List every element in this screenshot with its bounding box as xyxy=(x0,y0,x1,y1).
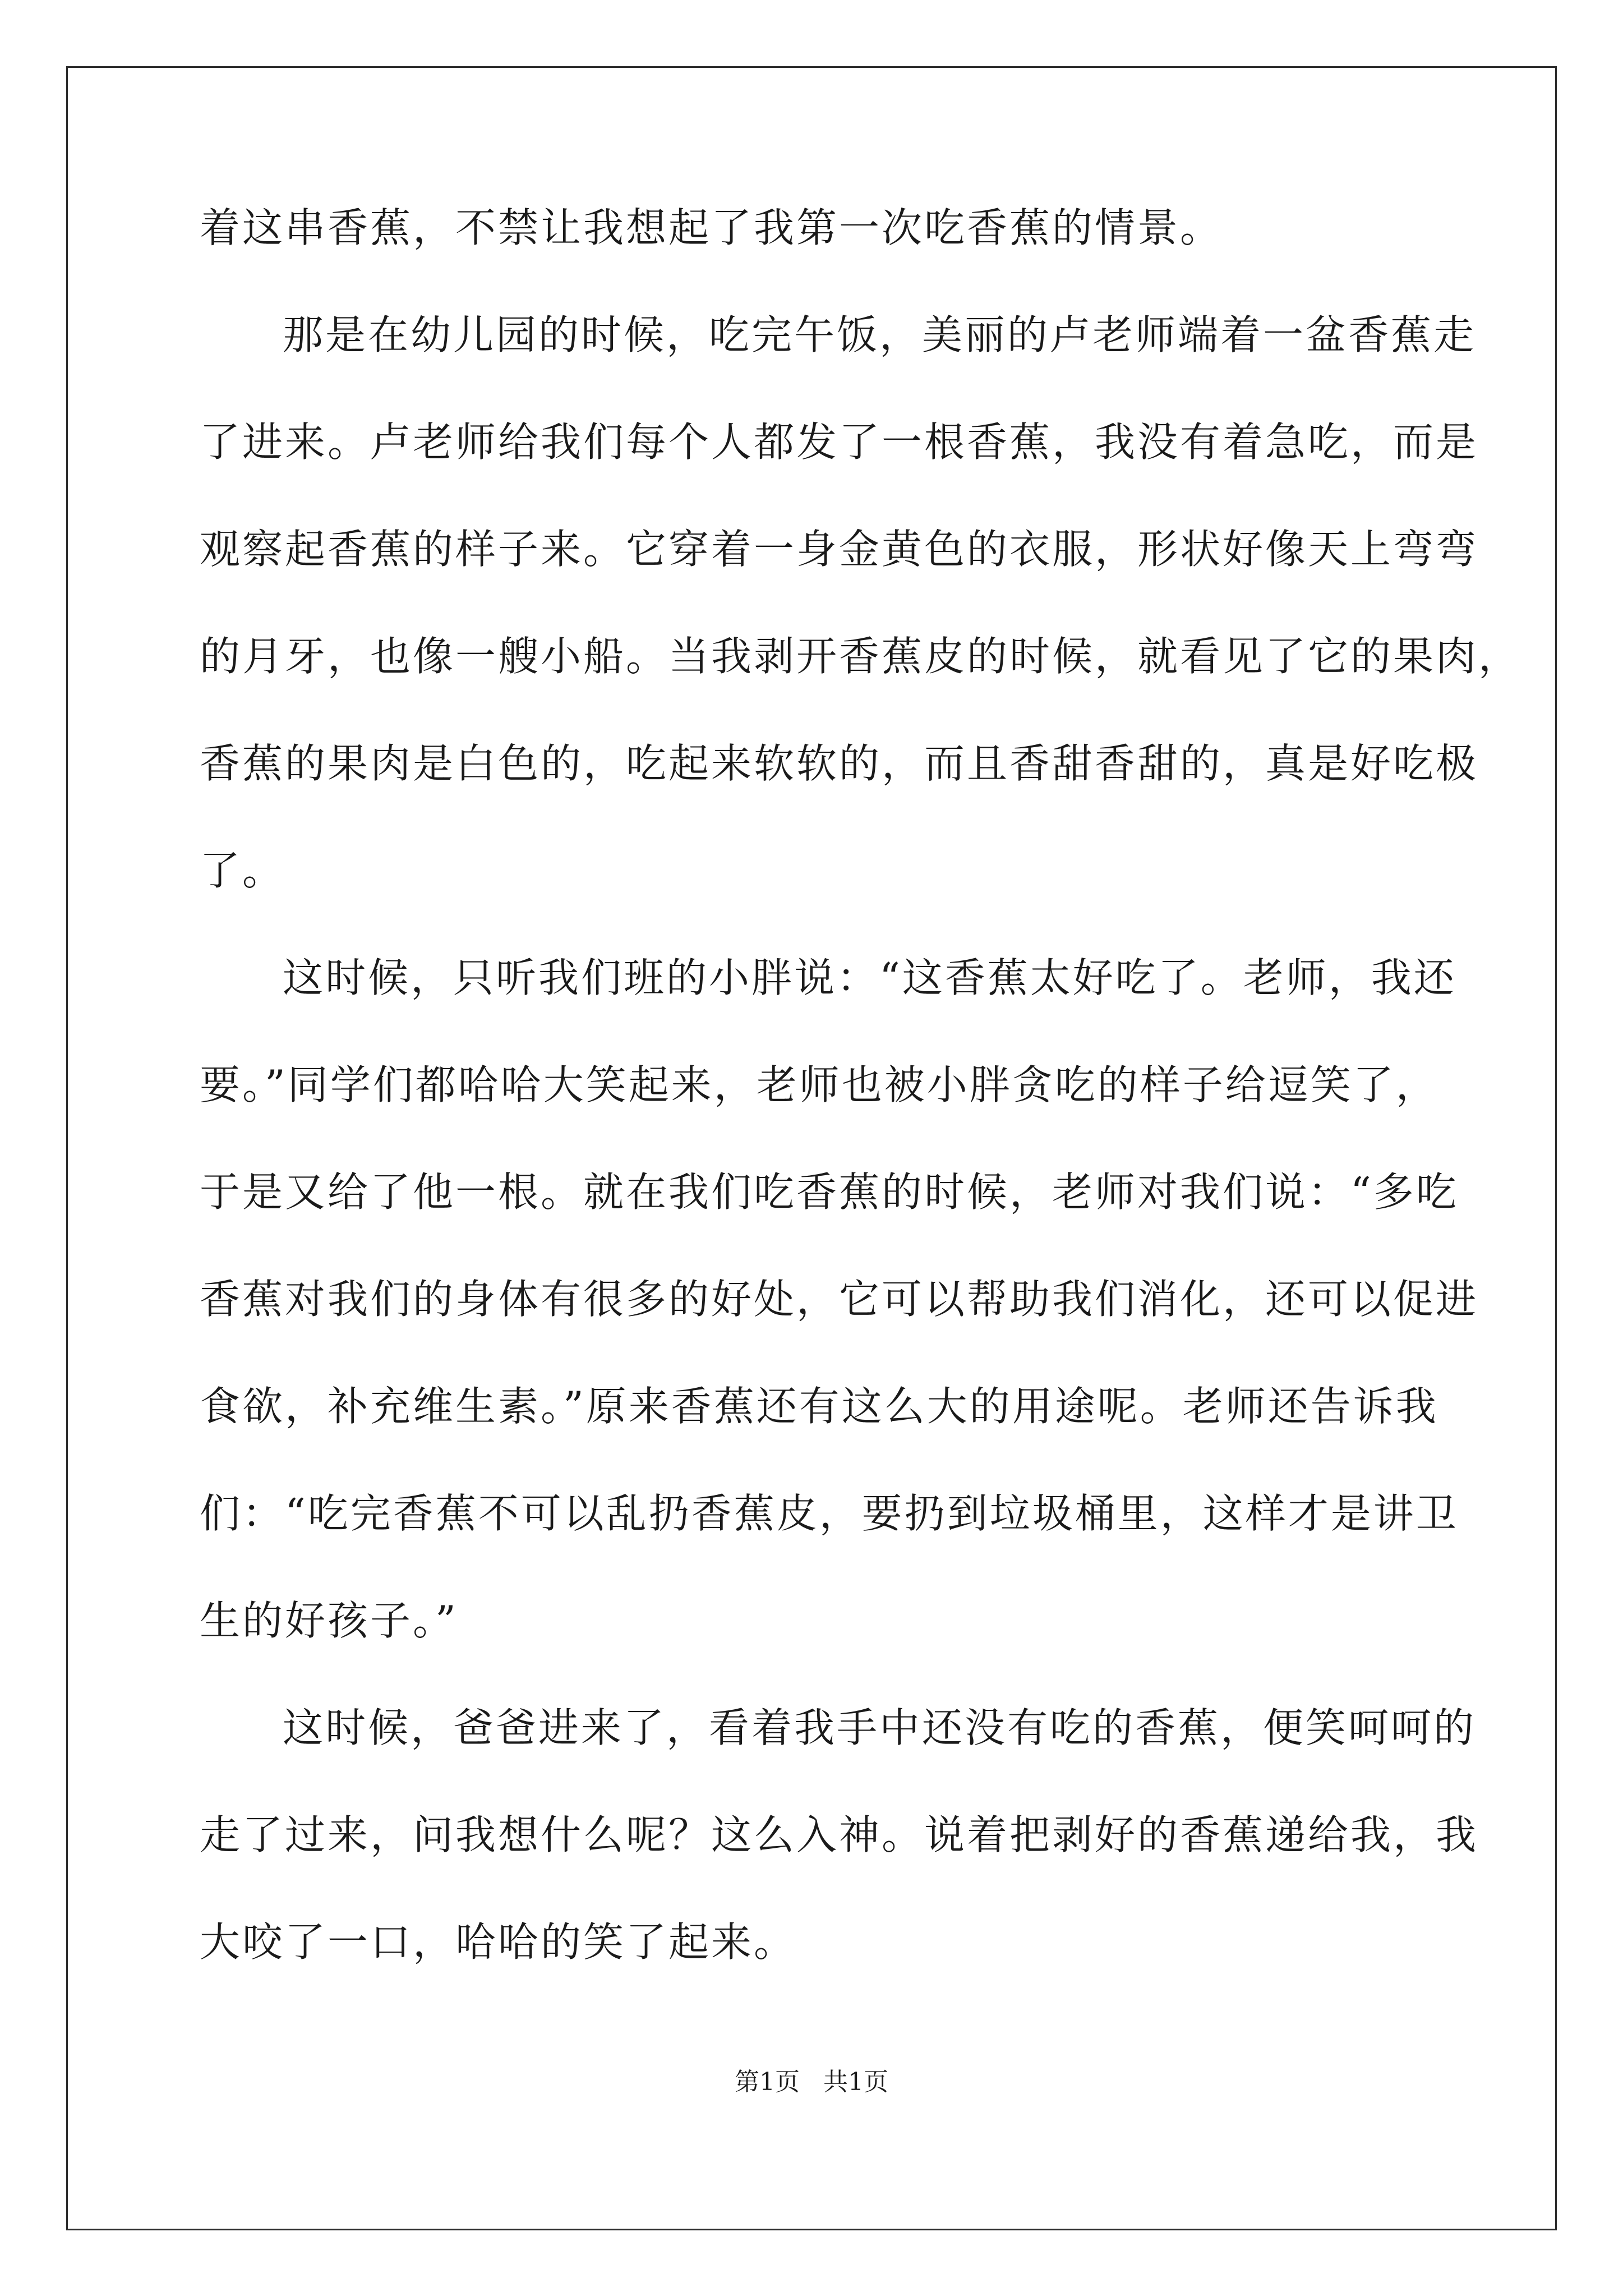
text-line: 了进来。卢老师给我们每个人都发了一根香蕉，我没有着急吃，而是 xyxy=(200,418,1479,466)
text-line: 观察起香蕉的样子来。它穿着一身金黄色的衣服，形状好像天上弯弯 xyxy=(200,526,1479,573)
text-line: 们：“吃完香蕉不可以乱扔香蕉皮，要扔到垃圾桶里，这样才是讲卫 xyxy=(200,1490,1459,1537)
text-line: 了。 xyxy=(200,847,285,894)
page-number-footer: 第1页 共1页 xyxy=(735,2068,888,2096)
text-line: 这时候，只听我们班的小胖说：“这香蕉太好吃了。老师，我还 xyxy=(283,954,1456,1001)
text-line: 香蕉对我们的身体有很多的好处，它可以帮助我们消化，还可以促进 xyxy=(200,1276,1479,1323)
text-line: 于是又给了他一根。就在我们吃香蕉的时候，老师对我们说：“多吃 xyxy=(200,1168,1459,1216)
text-line: 生的好孩子。” xyxy=(200,1597,458,1644)
text-line: 那是在幼儿园的时候，吃完午饭，美丽的卢老师端着一盆香蕉走 xyxy=(283,311,1477,358)
text-line: 这时候，爸爸进来了，看着我手中还没有吃的香蕉，便笑呵呵的 xyxy=(283,1704,1477,1751)
document-body xyxy=(200,204,1521,2029)
text-line: 走了过来，问我想什么呢？这么入神。说着把剥好的香蕉递给我，我 xyxy=(200,1811,1479,1858)
text-line: 香蕉的果肉是白色的，吃起来软软的，而且香甜香甜的，真是好吃极 xyxy=(200,740,1479,787)
text-line: 着这串香蕉，不禁让我想起了我第一次吃香蕉的情景。 xyxy=(200,204,1223,251)
text-line: 的月牙，也像一艘小船。当我剥开香蕉皮的时候，就看见了它的果肉， xyxy=(200,633,1521,680)
text-line: 大咬了一口，哈哈的笑了起来。 xyxy=(200,1918,797,1966)
text-line: 要。”同学们都哈哈大笑起来，老师也被小胖贪吃的样子给逗笑了， xyxy=(200,1061,1438,1108)
text-line: 食欲，补充维生素。”原来香蕉还有这么大的用途呢。老师还告诉我 xyxy=(200,1383,1438,1430)
